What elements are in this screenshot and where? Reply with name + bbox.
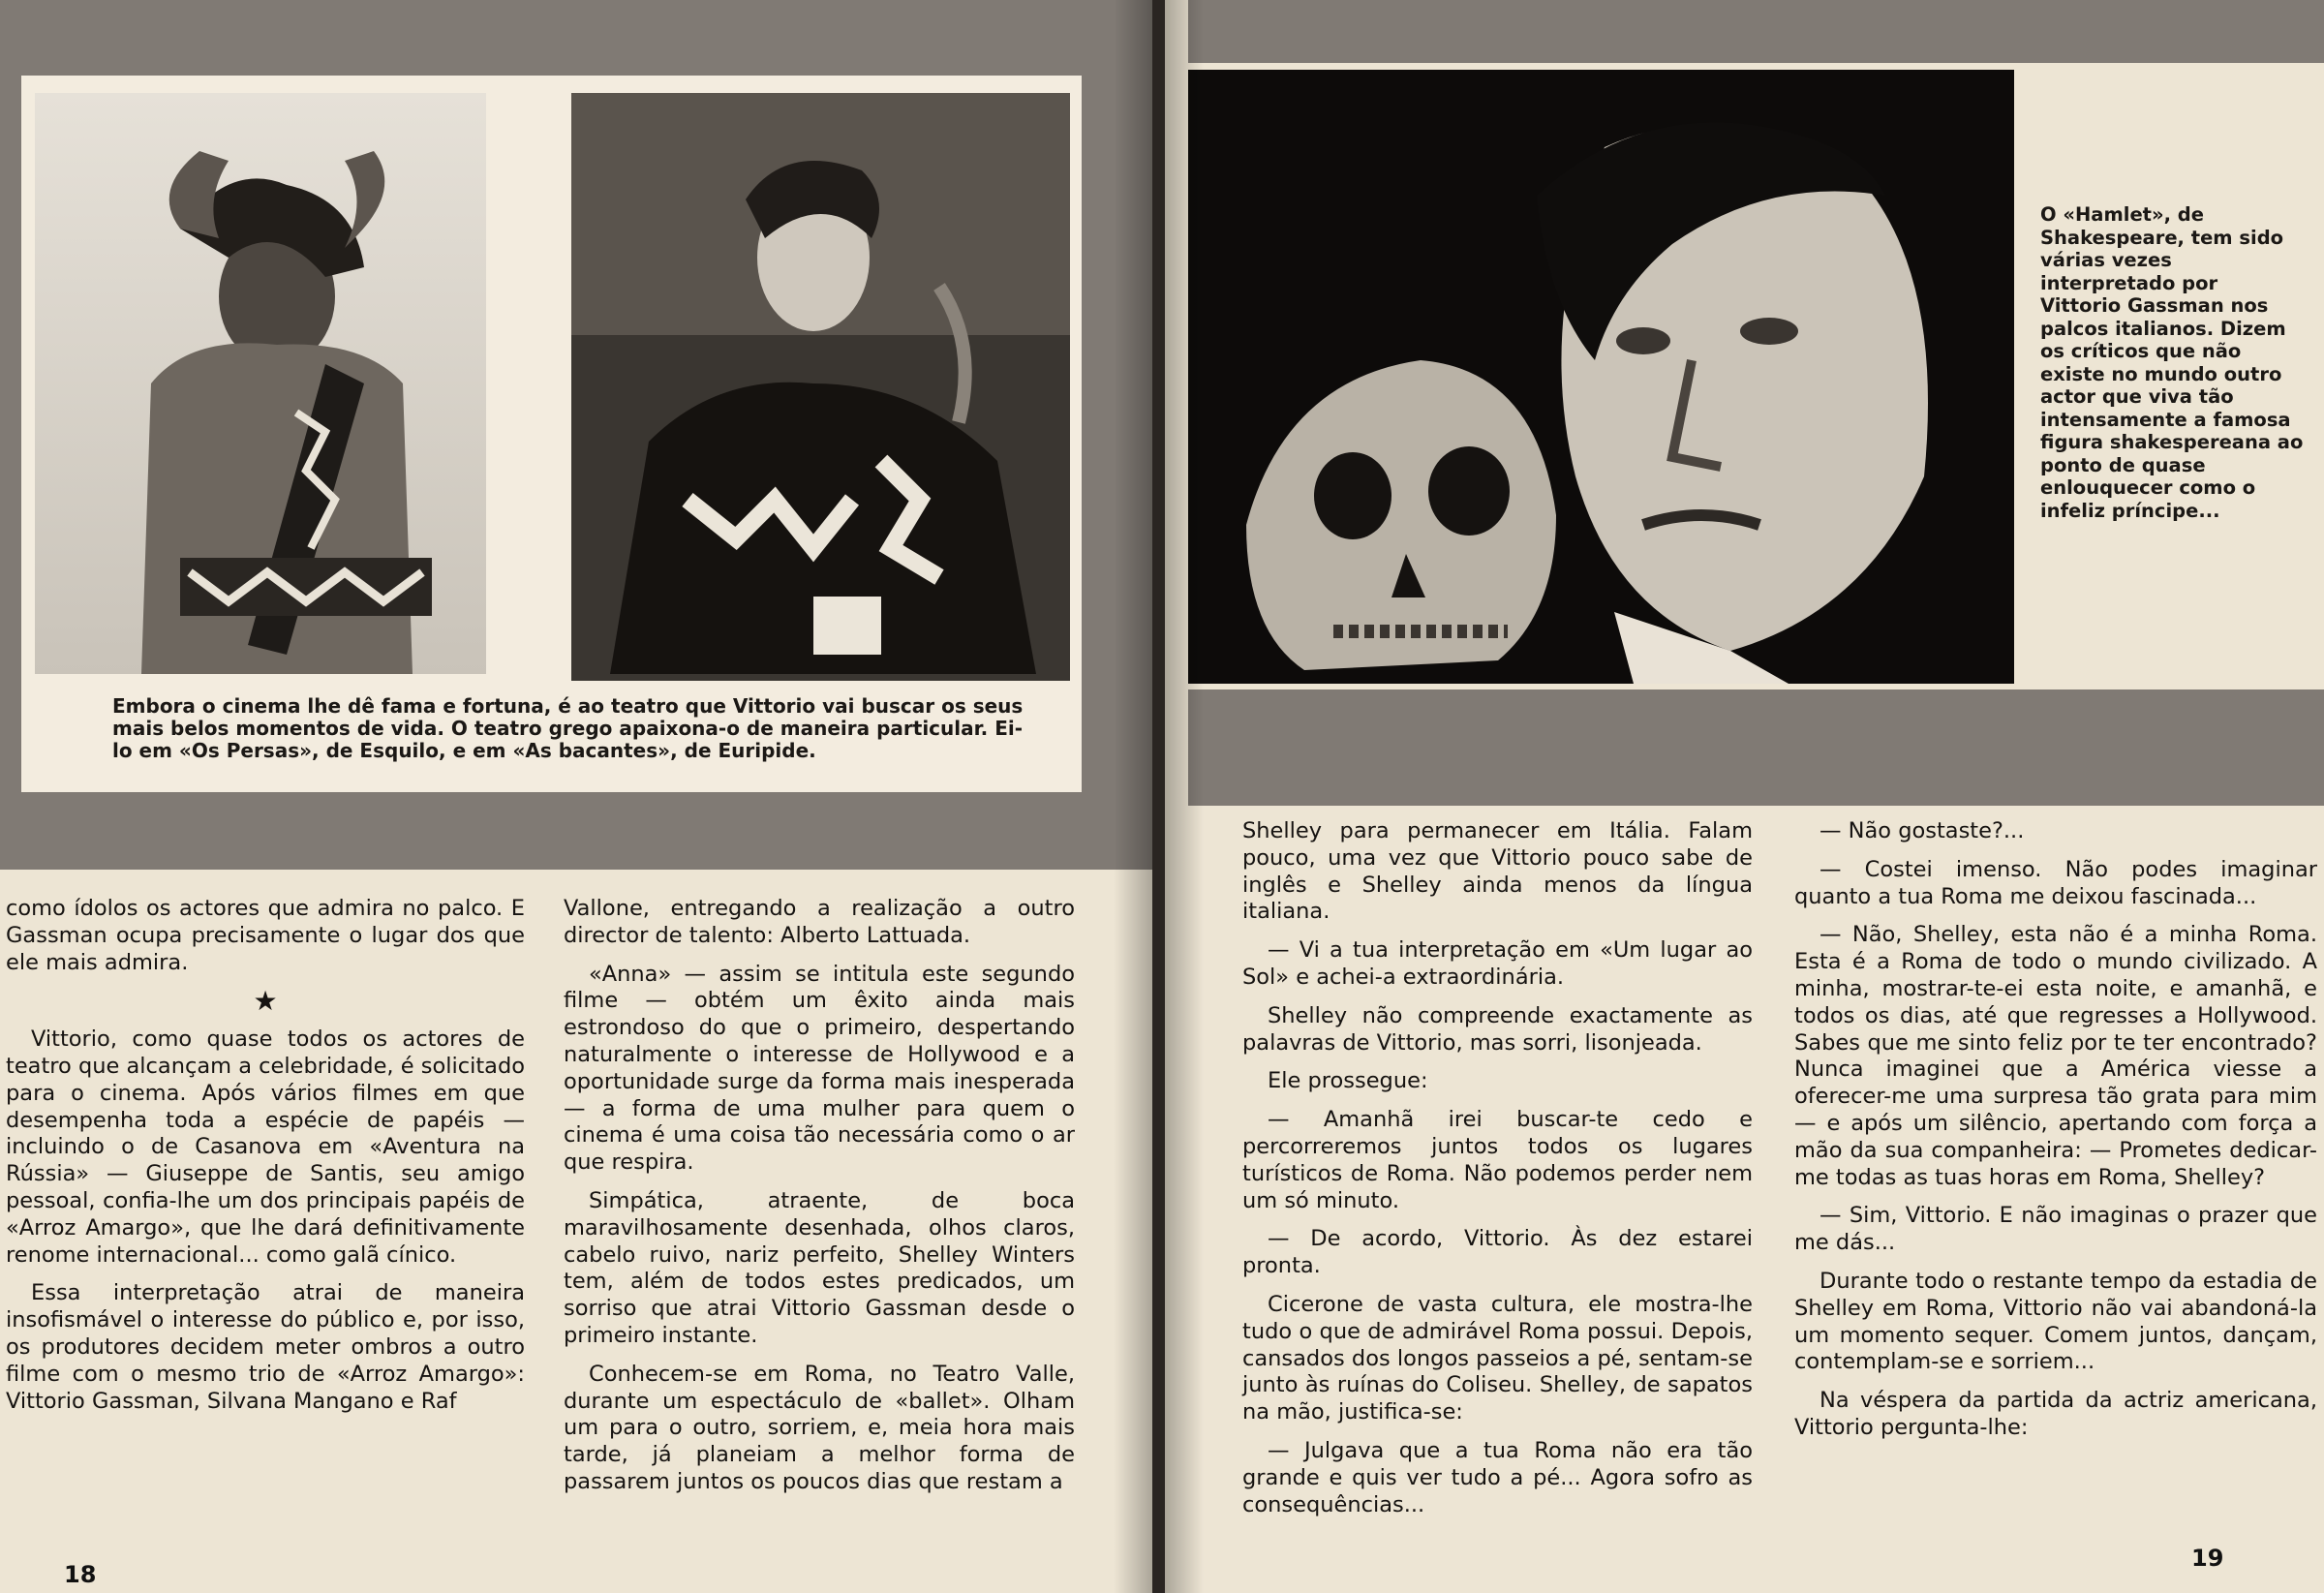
paragraph: — Vi a tua interpretação em «Um lugar ao Sol» e achei-a extraordinária. xyxy=(1242,937,1753,990)
left-page-column-2 xyxy=(564,896,1075,1508)
left-page xyxy=(0,0,1152,1593)
photo-caption-left: Embora o cinema lhe dê fama e fortuna, é ao teatro que Vittorio vai buscar os seus mais belos momentos de vida. O teatro grego apaixona-o de maneira particular. Ei-lo em «Os Persas», de Esquilo, e em «As bacantes», de Euripide. xyxy=(112,694,1024,762)
top-gray-band xyxy=(0,0,1152,76)
paragraph: Conhecem-se em Roma, no Teatro Valle, durante um espectáculo de «ballet». Olham um para o outro, sorriem, e, meia hora mais tarde, já planeiam a melhor forma de passarem juntos os poucos dias que restam a xyxy=(564,1361,1075,1494)
left-page-column-1 xyxy=(6,896,525,1426)
paragraph: «Anna» — assim se intitula este segundo filme — obtém um êxito ainda mais estrondoso do que o primeiro, despertando naturalmente o interesse de Hollywood e a oportunidade surge da forma mais inesperada — a forma de uma mulher para quem o cinema é uma coisa tão necessária como o ar que respira. xyxy=(564,961,1075,1176)
paragraph: — Não, Shelley, esta não é a minha Roma. Esta é a Roma de todo o mundo civilizado. A minha, mostrar-te-ei esta noite, e amanhã, e todos os dias, até que regresses a Hollywood. Sabes que me sinto feliz por te ter encontrado? Nunca imaginei que a América viesse a oferecer-me uma surpresa tão grata para mim — e após um silêncio, apertando com força a mão da sua companheira: — Prometes dedicar-me todas as tuas horas em Roma, Shelley? xyxy=(1794,922,2317,1190)
photo-caption-right: O «Hamlet», de Shakespeare, tem sido várias vezes interpretado por Vittorio Gassman nos palcos italianos. Dizem os críticos que não existe no mundo outro actor que viva tão intensamente a famosa figura shakespereana ao ponto de quase enlouquecer como o infeliz príncipe... xyxy=(2040,203,2304,522)
photo-gassman-os-persas xyxy=(35,93,486,674)
paragraph: como ídolos os actores que admira no palco. E Gassman ocupa precisamente o lugar dos que ele mais admira. xyxy=(6,896,525,975)
paragraph: Vittorio, como quase todos os actores de teatro que alcançam a celebridade, é solicitado para o cinema. Após vários filmes em que desempenha toda a espécie de papéis — incluindo o de Casanova em «Aventura na Rússia» — Giuseppe de Santis, seu amigo pessoal, confia-lhe um dos principais papéis de «Arroz Amargo», que lhe dará definitivamente renome internacional... como galã cínico. xyxy=(6,1026,525,1268)
paragraph: — De acordo, Vittorio. Às dez estarei pronta. xyxy=(1242,1226,1753,1279)
paragraph: — Amanhã irei buscar-te cedo e percorreremos juntos todos os lugares turísticos de Roma. Não podemos perder nem um só minuto. xyxy=(1242,1107,1753,1213)
page-number-left: 18 xyxy=(64,1561,97,1588)
paragraph: Ele prossegue: xyxy=(1268,1068,1428,1094)
paragraph: Vallone, entregando a realização a outro director de talento: Alberto Lattuada. xyxy=(564,896,1075,948)
top-gray-band xyxy=(1188,0,2324,63)
paragraph: Essa interpretação atrai de maneira insofismável o interesse do público e, por isso, os produtores decidem meter ombros a outro filme com o mesmo trio de «Arroz Amargo»: Vittorio Gassman, Silvana Mangano e Raf xyxy=(6,1280,525,1414)
gutter-shadow xyxy=(1165,0,1204,1593)
paragraph: — Costei imenso. Não podes imaginar quanto a tua Roma me deixou fascinada... xyxy=(1794,856,2317,909)
middle-gray-band xyxy=(1188,689,2324,806)
paragraph: Na véspera da partida da actriz americana, Vittorio pergunta-lhe: xyxy=(1794,1388,2317,1440)
photo-hamlet-skull xyxy=(1188,70,2014,684)
section-star: ★ xyxy=(253,985,278,1018)
paragraph: Shelley não compreende exactamente as palavras de Vittorio, mas sorri, lisonjeada. xyxy=(1242,1002,1753,1056)
paragraph: Cicerone de vasta cultura, ele mostra-lhe tudo o que de admirável Roma possui. Depois, cansados dos longos passeios a pé, sentam-se junto às ruínas do Coliseu. Shelley, de sapatos na mão, justifica-se: xyxy=(1242,1291,1753,1425)
right-page-column-1 xyxy=(1242,818,1753,1530)
paragraph: Shelley para permanecer em Itália. Falam pouco, uma vez que Vittorio pouco sabe de inglês e Shelley ainda menos da língua italiana. xyxy=(1242,818,1753,925)
paragraph: Simpática, atraente, de boca maravilhosamente desenhada, olhos claros, cabelo ruivo, nariz perfeito, Shelley Winters tem, além de todos estes predicados, um sorriso que atrai Vittorio Gassman desde o primeiro instante. xyxy=(564,1187,1075,1348)
gutter-shadow xyxy=(1114,0,1152,1593)
paragraph: — Não gostaste?... xyxy=(1819,818,2025,843)
paragraph: Durante todo o restante tempo da estadia de Shelley em Roma, Vittorio não vai abandoná-la um momento sequer. Comem juntos, dançam, contemplam-se e sorriem... xyxy=(1794,1268,2317,1375)
right-page-column-2 xyxy=(1794,818,2317,1454)
photo-gassman-as-bacantes xyxy=(571,93,1070,681)
paragraph: — Sim, Vittorio. E não imaginas o prazer que me dás... xyxy=(1794,1203,2317,1256)
right-page xyxy=(1165,0,2324,1593)
page-number-right: 19 xyxy=(2191,1545,2224,1572)
paragraph: — Julgava que a tua Roma não era tão grande e quis ver tudo a pé... Agora sofro as consequências... xyxy=(1242,1437,1753,1517)
